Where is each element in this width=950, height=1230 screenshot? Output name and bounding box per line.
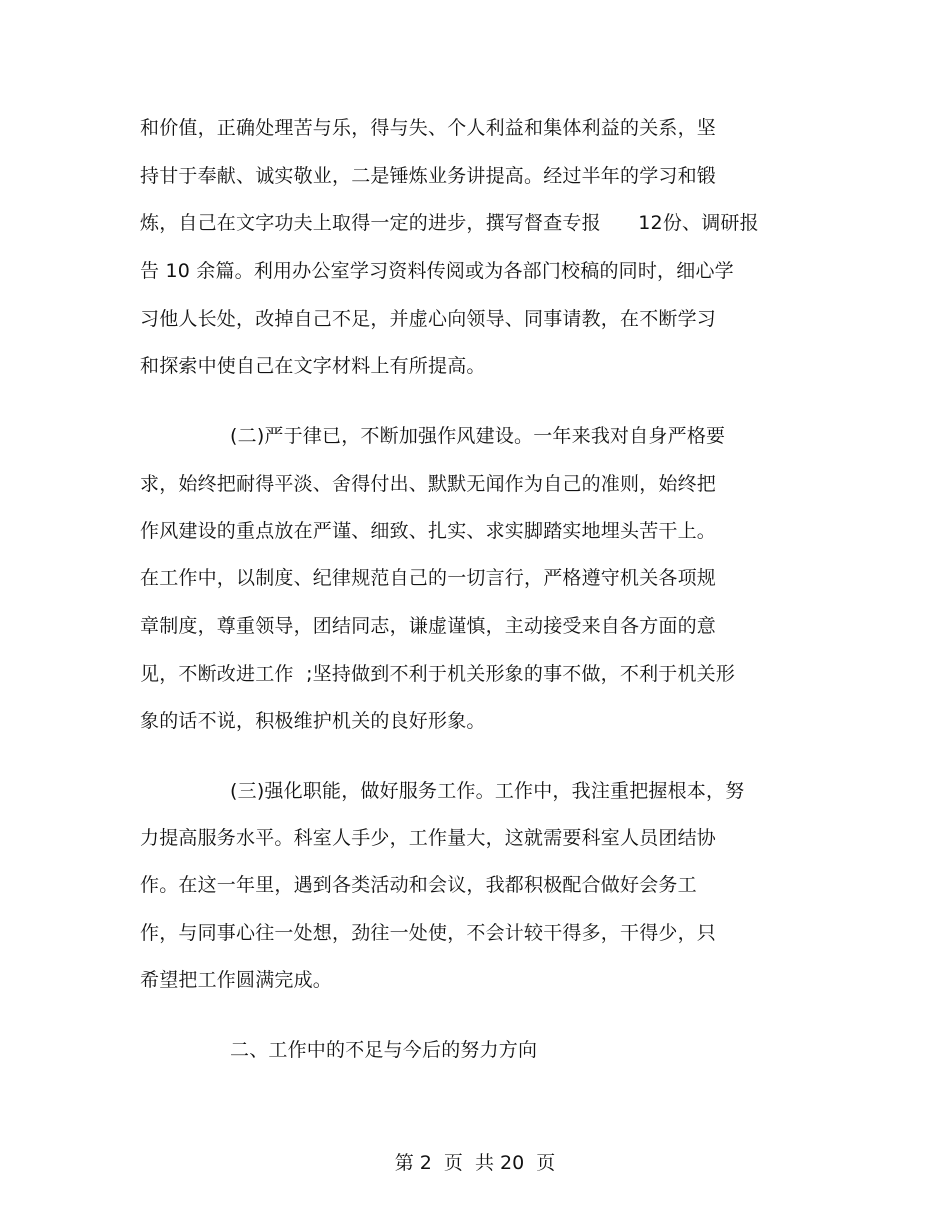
text-line: 在工作中，以制度、纪律规范自己的一切言行，严格遵守机关各项规 [140, 567, 717, 589]
text-line: 持甘于奉献、诚实敬业，二是锤炼业务讲提高。经过半年的学习和锻 [140, 165, 717, 187]
text-line: 告 10 余篇。利用办公室学习资料传阅或为各部门校稿的同时，细心学 [140, 260, 734, 282]
page-number-footer: 第 2 页 共 20 页 [394, 1152, 556, 1174]
text-line: 作，与同事心往一处想，劲往一处使，不会计较干得多，干得少，只 [140, 922, 717, 944]
text-line: 章制度，尊重领导，团结同志，谦虚谨慎，主动接受来自各方面的意 [140, 615, 717, 637]
text-line: 见，不断改进工作 ;坚持做到不利于机关形象的事不做，不利于机关形 [140, 663, 736, 685]
text-line: 力提高服务水平。科室人手少，工作量大，这就需要科室人员团结协 [140, 827, 717, 849]
text-line: 习他人长处，改掉自己不足，并虚心向领导、同事请教，在不断学习 [140, 308, 717, 330]
text-line: 和探索中使自己在文字材料上有所提高。 [140, 355, 486, 377]
heading-text: 二、工作中的不足与今后的努力方向 [230, 1039, 538, 1061]
text-line: (二)严于律已，不断加强作风建设。一年来我对自身严格要 [230, 425, 726, 447]
text-line: (三)强化职能，做好服务工作。工作中，我注重把握根本，努 [230, 780, 745, 802]
text-line: 和价值，正确处理苦与乐，得与失、个人利益和集体利益的关系，坚 [140, 117, 717, 139]
text-line: 象的话不说，积极维护机关的良好形象。 [140, 710, 486, 732]
text-line: 作。在这一年里，遇到各类活动和会议，我都积极配合做好会务工 [140, 874, 697, 896]
text-line: 希望把工作圆满完成。 [140, 969, 333, 991]
text-line: 炼，自己在文字功夫上取得一定的进步，撰写督查专报 12份、调研报 [140, 212, 759, 234]
text-line: 求，始终把耐得平淡、舍得付出、默默无闻作为自己的准则，始终把 [140, 473, 717, 495]
text-line: 作风建设的重点放在严谨、细致、扎实、求实脚踏实地埋头苦干上。 [140, 520, 717, 542]
